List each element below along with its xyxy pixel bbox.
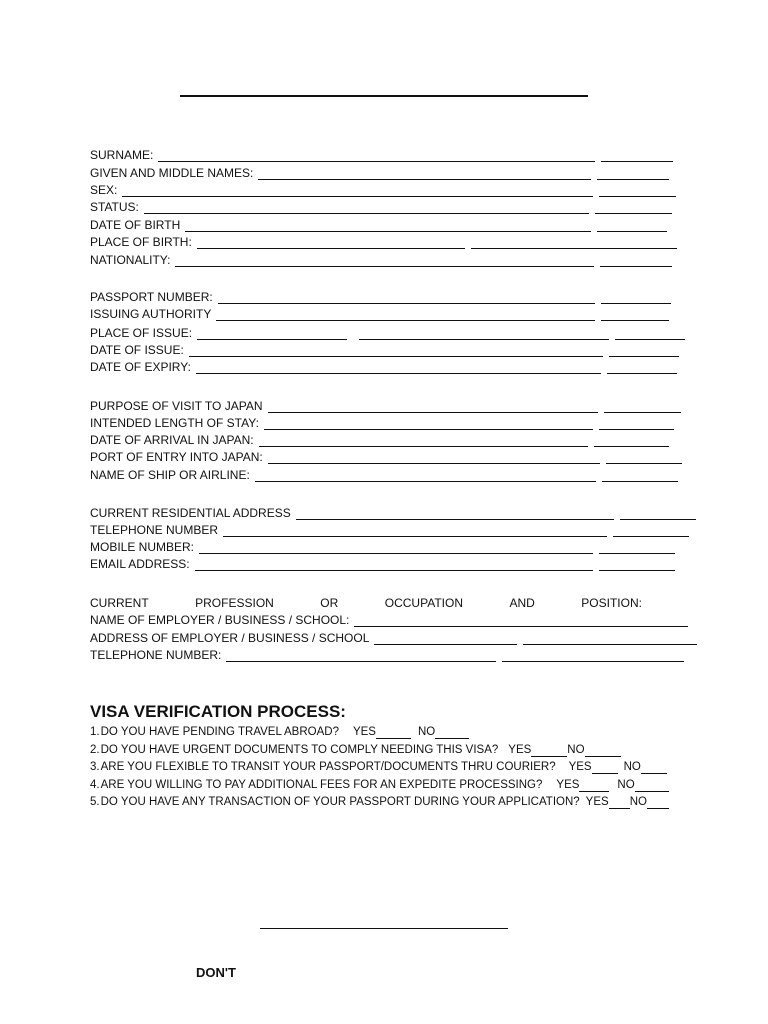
mobile-field-extra[interactable] [599, 542, 675, 554]
employer-address-field-2[interactable] [523, 633, 697, 645]
question-4 [90, 778, 669, 792]
date-of-issue-field-extra[interactable] [609, 345, 679, 357]
address-field[interactable] [296, 508, 614, 520]
yes-answer[interactable] [592, 762, 618, 774]
profession-word: POSITION: [581, 596, 642, 610]
given-names-row [90, 166, 669, 180]
no-label: NO [623, 761, 641, 773]
given-names-field-extra[interactable] [597, 168, 669, 180]
yes-label: YES [568, 761, 592, 773]
date-of-birth-field-extra[interactable] [597, 220, 667, 232]
profession-word: OR [320, 596, 339, 610]
question-number: 5. [90, 796, 100, 808]
no-label: NO [629, 796, 647, 808]
employer-telephone-row [90, 648, 684, 662]
port-of-entry-field[interactable] [268, 452, 600, 464]
profession-word: AND [509, 596, 535, 610]
telephone-row [90, 523, 689, 537]
place-of-birth-field[interactable] [197, 237, 465, 249]
date-of-expiry-label: DATE OF EXPIRY: [90, 360, 191, 374]
surname-field[interactable] [158, 150, 595, 162]
yes-label: YES [585, 796, 609, 808]
date-of-issue-label: DATE OF ISSUE: [90, 343, 184, 357]
yes-answer[interactable] [531, 745, 567, 757]
place-of-birth-label: PLACE OF BIRTH: [90, 235, 192, 249]
yes-answer[interactable] [376, 727, 411, 739]
ship-airline-field-extra[interactable] [602, 470, 678, 482]
question-text: DO YOU HAVE URGENT DOCUMENTS TO COMPLY NEEDING THIS VISA? [100, 744, 499, 756]
port-of-entry-field-extra[interactable] [606, 452, 682, 464]
question-1 [90, 725, 469, 739]
telephone-field-extra[interactable] [613, 525, 689, 537]
employer-telephone-label: TELEPHONE NUMBER: [90, 648, 222, 662]
status-field[interactable] [144, 202, 589, 214]
arrival-date-field[interactable] [259, 435, 588, 447]
employer-name-field[interactable] [354, 615, 688, 627]
date-of-expiry-row [90, 360, 677, 374]
place-of-issue-field[interactable] [197, 328, 347, 340]
yes-label: YES [352, 726, 376, 738]
ship-airline-row [90, 468, 678, 482]
question-text: DO YOU HAVE ANY TRANSACTION OF YOUR PASSPORT DURING YOUR APPLICATION? [100, 796, 580, 808]
port-of-entry-row [90, 450, 682, 464]
date-of-issue-field[interactable] [189, 345, 603, 357]
yes-answer[interactable] [579, 780, 609, 792]
question-text: DO YOU HAVE PENDING TRAVEL ABROAD? [100, 726, 339, 738]
no-answer[interactable] [647, 797, 669, 809]
date-of-birth-row [90, 218, 667, 232]
place-of-issue-field-extra[interactable] [615, 328, 685, 340]
signature-line[interactable] [260, 928, 508, 929]
no-label: NO [617, 779, 635, 791]
profession-word: OCCUPATION [384, 596, 463, 610]
mobile-field[interactable] [199, 542, 593, 554]
sex-row [90, 183, 676, 197]
address-row [90, 506, 696, 520]
surname-label: SURNAME: [90, 148, 154, 162]
no-answer[interactable] [435, 727, 469, 739]
purpose-label: PURPOSE OF VISIT TO JAPAN [90, 399, 263, 413]
profession-word: CURRENT [90, 596, 149, 610]
employer-name-row [90, 613, 688, 627]
email-field[interactable] [195, 559, 593, 571]
arrival-date-field-extra[interactable] [594, 435, 669, 447]
purpose-row [90, 399, 681, 413]
mobile-label: MOBILE NUMBER: [90, 540, 195, 554]
port-of-entry-label: PORT OF ENTRY INTO JAPAN: [90, 450, 263, 464]
given-names-field[interactable] [258, 168, 591, 180]
no-label: NO [417, 726, 436, 738]
date-of-expiry-field[interactable] [196, 362, 601, 374]
email-field-extra[interactable] [599, 559, 675, 571]
mobile-row [90, 540, 675, 554]
nationality-field-extra[interactable] [600, 255, 672, 267]
profession-word: PROFESSION [195, 596, 274, 610]
question-number: 3. [90, 761, 100, 773]
passport-number-field[interactable] [218, 292, 595, 304]
passport-number-field-extra[interactable] [601, 292, 671, 304]
employer-address-row [90, 631, 697, 645]
question-5 [90, 795, 669, 809]
place-of-birth-row [90, 235, 677, 249]
address-field-extra[interactable] [620, 508, 696, 520]
telephone-field[interactable] [223, 525, 607, 537]
yes-label: YES [508, 744, 532, 756]
status-label: STATUS: [90, 200, 139, 214]
yes-label: YES [556, 779, 580, 791]
length-of-stay-row [90, 416, 674, 430]
date-of-birth-field[interactable] [185, 220, 591, 232]
question-3 [90, 760, 667, 774]
issuing-authority-field[interactable] [216, 309, 595, 321]
yes-answer[interactable] [609, 797, 630, 809]
employer-telephone-field-2[interactable] [502, 650, 684, 662]
issuing-authority-row [90, 307, 669, 321]
status-row [90, 200, 672, 214]
email-label: EMAIL ADDRESS: [90, 557, 190, 571]
passport-number-row [90, 290, 671, 304]
footer-note: DON'T [196, 965, 236, 980]
nationality-field[interactable] [175, 255, 594, 267]
given-names-label: GIVEN AND MIDDLE NAMES: [90, 166, 254, 180]
question-text: ARE YOU WILLING TO PAY ADDITIONAL FEES FOR AN EXPEDITE PROCESSING? [100, 779, 543, 791]
length-of-stay-label: INTENDED LENGTH OF STAY: [90, 416, 259, 430]
purpose-field[interactable] [268, 401, 598, 413]
date-of-issue-row [90, 343, 679, 357]
question-text: ARE YOU FLEXIBLE TO TRANSIT YOUR PASSPORT/DOCUMENTS THRU COURIER? [100, 761, 556, 773]
surname-row [90, 148, 673, 162]
question-number: 1. [90, 726, 100, 738]
question-number: 4. [90, 779, 100, 791]
employer-address-field[interactable] [374, 633, 517, 645]
no-label: NO [567, 744, 585, 756]
status-field-extra[interactable] [595, 202, 672, 214]
issuing-authority-field-extra[interactable] [601, 309, 669, 321]
profession-heading [90, 596, 642, 610]
nationality-label: NATIONALITY: [90, 253, 171, 267]
passport-number-label: PASSPORT NUMBER: [90, 290, 213, 304]
date-of-expiry-field-extra[interactable] [607, 362, 677, 374]
sex-field-extra[interactable] [599, 185, 676, 197]
sex-label: SEX: [90, 183, 118, 197]
sex-field[interactable] [122, 185, 593, 197]
place-of-issue-row [90, 326, 685, 340]
ship-airline-field[interactable] [255, 470, 596, 482]
email-row [90, 557, 675, 571]
no-answer[interactable] [585, 745, 621, 757]
nationality-row [90, 253, 672, 267]
employer-telephone-field[interactable] [226, 650, 496, 662]
date-of-birth-label: DATE OF BIRTH [90, 218, 181, 232]
telephone-label: TELEPHONE NUMBER [90, 523, 219, 537]
surname-field-extra[interactable] [601, 150, 673, 162]
arrival-date-row [90, 433, 669, 447]
place-of-issue-field-2[interactable] [359, 328, 609, 340]
no-answer[interactable] [641, 762, 667, 774]
title-line [180, 95, 588, 97]
question-number: 2. [90, 744, 100, 756]
issuing-authority-label: ISSUING AUTHORITY [90, 307, 212, 321]
arrival-date-label: DATE OF ARRIVAL IN JAPAN: [90, 433, 254, 447]
employer-address-label: ADDRESS OF EMPLOYER / BUSINESS / SCHOOL [90, 631, 370, 645]
ship-airline-label: NAME OF SHIP OR AIRLINE: [90, 468, 250, 482]
purpose-field-extra[interactable] [604, 401, 681, 413]
no-answer[interactable] [635, 780, 669, 792]
place-of-birth-field-extra[interactable] [471, 237, 677, 249]
length-of-stay-field-extra[interactable] [599, 418, 674, 430]
place-of-issue-label: PLACE OF ISSUE: [90, 326, 193, 340]
employer-name-label: NAME OF EMPLOYER / BUSINESS / SCHOOL: [90, 613, 350, 627]
address-label: CURRENT RESIDENTIAL ADDRESS [90, 506, 291, 520]
length-of-stay-field[interactable] [264, 418, 593, 430]
verification-title: VISA VERIFICATION PROCESS: [90, 702, 346, 721]
question-2 [90, 743, 621, 757]
